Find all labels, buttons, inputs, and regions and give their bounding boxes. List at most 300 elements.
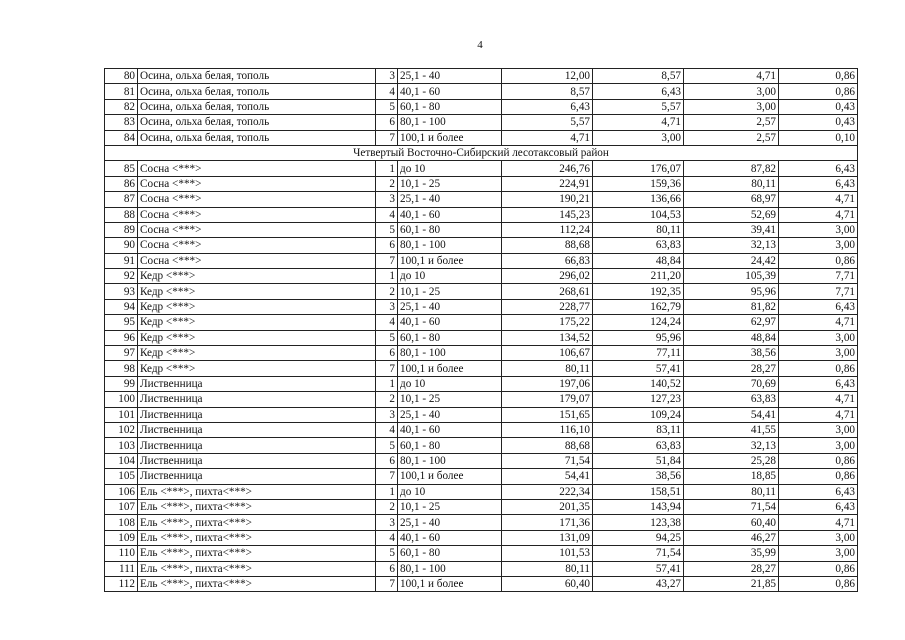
row-number-cell: 95 (105, 315, 138, 330)
rate-value-4-cell: 4,71 (779, 515, 858, 530)
rate-value-2-cell: 94,25 (593, 530, 684, 545)
rate-value-3-cell: 21,85 (684, 576, 779, 591)
rate-value-3-cell: 18,85 (684, 469, 779, 484)
species-name-cell: Сосна <***> (138, 207, 376, 222)
rate-value-1-cell: 296,02 (502, 269, 593, 284)
species-name-cell: Ель <***>, пихта<***> (138, 576, 376, 591)
rate-value-3-cell: 25,28 (684, 453, 779, 468)
table-row (105, 546, 858, 561)
diameter-range-cell: 100,1 и более (398, 130, 502, 145)
rate-value-3-cell: 28,27 (684, 561, 779, 576)
rate-value-2-cell: 192,35 (593, 284, 684, 299)
rate-value-4-cell: 6,43 (779, 376, 858, 391)
rate-value-1-cell: 6,43 (502, 99, 593, 114)
rate-value-1-cell: 246,76 (502, 161, 593, 176)
rate-value-4-cell: 3,00 (779, 222, 858, 237)
rate-value-1-cell: 145,23 (502, 207, 593, 222)
class-number-cell: 7 (376, 469, 398, 484)
rate-value-2-cell: 95,96 (593, 330, 684, 345)
table-row (105, 530, 858, 545)
rate-value-4-cell: 0,86 (779, 69, 858, 84)
diameter-range-cell: до 10 (398, 484, 502, 499)
rate-value-1-cell: 197,06 (502, 376, 593, 391)
class-number-cell: 4 (376, 315, 398, 330)
table-row (105, 130, 858, 145)
diameter-range-cell: 100,1 и более (398, 469, 502, 484)
rate-value-2-cell: 57,41 (593, 561, 684, 576)
rate-value-3-cell: 32,13 (684, 438, 779, 453)
rate-value-1-cell: 8,57 (502, 84, 593, 99)
page-number: 4 (477, 39, 483, 51)
region-header-row (105, 145, 858, 160)
class-number-cell: 3 (376, 69, 398, 84)
rate-value-3-cell: 39,41 (684, 222, 779, 237)
species-name-cell: Осина, ольха белая, тополь (138, 69, 376, 84)
rate-value-2-cell: 109,24 (593, 407, 684, 422)
rate-value-2-cell: 158,51 (593, 484, 684, 499)
diameter-range-cell: до 10 (398, 269, 502, 284)
rate-value-4-cell: 6,43 (779, 299, 858, 314)
table-row (105, 330, 858, 345)
class-number-cell: 3 (376, 515, 398, 530)
rate-value-3-cell: 24,42 (684, 253, 779, 268)
rate-value-1-cell: 228,77 (502, 299, 593, 314)
row-number-cell: 87 (105, 192, 138, 207)
rate-value-1-cell: 101,53 (502, 546, 593, 561)
rate-value-1-cell: 4,71 (502, 130, 593, 145)
class-number-cell: 4 (376, 530, 398, 545)
diameter-range-cell: 80,1 - 100 (398, 453, 502, 468)
diameter-range-cell: 25,1 - 40 (398, 69, 502, 84)
rate-value-4-cell: 0,43 (779, 115, 858, 130)
table-row (105, 453, 858, 468)
rate-value-3-cell: 87,82 (684, 161, 779, 176)
species-name-cell: Лиственница (138, 376, 376, 391)
rate-value-2-cell: 211,20 (593, 269, 684, 284)
class-number-cell: 3 (376, 407, 398, 422)
diameter-range-cell: до 10 (398, 161, 502, 176)
species-name-cell: Осина, ольха белая, тополь (138, 115, 376, 130)
rate-value-2-cell: 140,52 (593, 376, 684, 391)
rate-value-2-cell: 4,71 (593, 115, 684, 130)
rate-value-3-cell: 105,39 (684, 269, 779, 284)
rate-value-1-cell: 224,91 (502, 176, 593, 191)
rate-value-1-cell: 88,68 (502, 238, 593, 253)
rate-value-2-cell: 8,57 (593, 69, 684, 84)
diameter-range-cell: 100,1 и более (398, 361, 502, 376)
row-number-cell: 98 (105, 361, 138, 376)
species-name-cell: Ель <***>, пихта<***> (138, 546, 376, 561)
table-row (105, 176, 858, 191)
rate-value-3-cell: 46,27 (684, 530, 779, 545)
rate-value-1-cell: 116,10 (502, 422, 593, 437)
rate-value-1-cell: 12,00 (502, 69, 593, 84)
class-number-cell: 1 (376, 484, 398, 499)
diameter-range-cell: 60,1 - 80 (398, 438, 502, 453)
species-name-cell: Сосна <***> (138, 192, 376, 207)
rate-value-3-cell: 3,00 (684, 99, 779, 114)
row-number-cell: 106 (105, 484, 138, 499)
rates-table (104, 68, 858, 592)
rate-value-1-cell: 151,65 (502, 407, 593, 422)
rate-value-1-cell: 66,83 (502, 253, 593, 268)
class-number-cell: 4 (376, 422, 398, 437)
species-name-cell: Сосна <***> (138, 253, 376, 268)
rate-value-1-cell: 88,68 (502, 438, 593, 453)
table-row (105, 376, 858, 391)
class-number-cell: 2 (376, 392, 398, 407)
rate-value-3-cell: 2,57 (684, 130, 779, 145)
class-number-cell: 3 (376, 192, 398, 207)
rate-value-2-cell: 143,94 (593, 499, 684, 514)
table-row (105, 438, 858, 453)
class-number-cell: 3 (376, 299, 398, 314)
species-name-cell: Лиственница (138, 469, 376, 484)
row-number-cell: 91 (105, 253, 138, 268)
diameter-range-cell: 25,1 - 40 (398, 299, 502, 314)
table-row (105, 392, 858, 407)
species-name-cell: Сосна <***> (138, 161, 376, 176)
table-row (105, 361, 858, 376)
rate-value-3-cell: 48,84 (684, 330, 779, 345)
rate-value-4-cell: 0,86 (779, 561, 858, 576)
rate-value-2-cell: 3,00 (593, 130, 684, 145)
rate-value-1-cell: 222,34 (502, 484, 593, 499)
rate-value-1-cell: 131,09 (502, 530, 593, 545)
rate-value-4-cell: 0,43 (779, 99, 858, 114)
rate-value-4-cell: 7,71 (779, 284, 858, 299)
rate-value-3-cell: 2,57 (684, 115, 779, 130)
class-number-cell: 4 (376, 84, 398, 99)
species-name-cell: Кедр <***> (138, 315, 376, 330)
row-number-cell: 110 (105, 546, 138, 561)
table-row (105, 422, 858, 437)
row-number-cell: 90 (105, 238, 138, 253)
species-name-cell: Сосна <***> (138, 222, 376, 237)
species-name-cell: Осина, ольха белая, тополь (138, 84, 376, 99)
rate-value-4-cell: 4,71 (779, 315, 858, 330)
rate-value-4-cell: 0,86 (779, 84, 858, 99)
rate-value-4-cell: 3,00 (779, 422, 858, 437)
rate-value-3-cell: 52,69 (684, 207, 779, 222)
row-number-cell: 112 (105, 576, 138, 591)
rate-value-1-cell: 112,24 (502, 222, 593, 237)
species-name-cell: Ель <***>, пихта<***> (138, 499, 376, 514)
class-number-cell: 1 (376, 376, 398, 391)
row-number-cell: 101 (105, 407, 138, 422)
table-row (105, 515, 858, 530)
class-number-cell: 6 (376, 115, 398, 130)
species-name-cell: Лиственница (138, 407, 376, 422)
diameter-range-cell: 25,1 - 40 (398, 515, 502, 530)
rate-value-4-cell: 4,71 (779, 392, 858, 407)
table-section-before (105, 69, 858, 146)
rate-value-2-cell: 71,54 (593, 546, 684, 561)
rate-value-3-cell: 41,55 (684, 422, 779, 437)
rate-value-4-cell: 6,43 (779, 176, 858, 191)
row-number-cell: 92 (105, 269, 138, 284)
table-row (105, 299, 858, 314)
rate-value-4-cell: 0,86 (779, 453, 858, 468)
row-number-cell: 104 (105, 453, 138, 468)
rate-value-2-cell: 127,23 (593, 392, 684, 407)
rate-value-2-cell: 80,11 (593, 222, 684, 237)
class-number-cell: 7 (376, 576, 398, 591)
table-row (105, 115, 858, 130)
rate-value-2-cell: 77,11 (593, 346, 684, 361)
row-number-cell: 81 (105, 84, 138, 99)
species-name-cell: Кедр <***> (138, 284, 376, 299)
species-name-cell: Кедр <***> (138, 330, 376, 345)
rate-value-3-cell: 4,71 (684, 69, 779, 84)
species-name-cell: Лиственница (138, 392, 376, 407)
species-name-cell: Лиственница (138, 422, 376, 437)
diameter-range-cell: 10,1 - 25 (398, 284, 502, 299)
species-name-cell: Сосна <***> (138, 176, 376, 191)
species-name-cell: Ель <***>, пихта<***> (138, 561, 376, 576)
class-number-cell: 2 (376, 499, 398, 514)
row-number-cell: 100 (105, 392, 138, 407)
rate-value-1-cell: 190,21 (502, 192, 593, 207)
rate-value-4-cell: 0,86 (779, 361, 858, 376)
row-number-cell: 83 (105, 115, 138, 130)
rate-value-3-cell: 71,54 (684, 499, 779, 514)
rate-value-2-cell: 83,11 (593, 422, 684, 437)
rate-value-2-cell: 6,43 (593, 84, 684, 99)
table-row (105, 269, 858, 284)
class-number-cell: 7 (376, 253, 398, 268)
species-name-cell: Кедр <***> (138, 361, 376, 376)
diameter-range-cell: 25,1 - 40 (398, 192, 502, 207)
rate-value-2-cell: 48,84 (593, 253, 684, 268)
rate-value-4-cell: 3,00 (779, 346, 858, 361)
rate-value-4-cell: 6,43 (779, 161, 858, 176)
rate-value-2-cell: 124,24 (593, 315, 684, 330)
rate-value-3-cell: 81,82 (684, 299, 779, 314)
row-number-cell: 85 (105, 161, 138, 176)
rate-value-4-cell: 0,86 (779, 253, 858, 268)
rate-value-1-cell: 5,57 (502, 115, 593, 130)
row-number-cell: 111 (105, 561, 138, 576)
table-row (105, 284, 858, 299)
species-name-cell: Лиственница (138, 453, 376, 468)
row-number-cell: 103 (105, 438, 138, 453)
rate-value-1-cell: 175,22 (502, 315, 593, 330)
diameter-range-cell: 60,1 - 80 (398, 330, 502, 345)
rate-value-4-cell: 4,71 (779, 192, 858, 207)
diameter-range-cell: 40,1 - 60 (398, 530, 502, 545)
table-row (105, 99, 858, 114)
rate-value-1-cell: 268,61 (502, 284, 593, 299)
species-name-cell: Кедр <***> (138, 269, 376, 284)
diameter-range-cell: 80,1 - 100 (398, 115, 502, 130)
class-number-cell: 5 (376, 330, 398, 345)
rate-value-4-cell: 3,00 (779, 530, 858, 545)
class-number-cell: 6 (376, 346, 398, 361)
table-row (105, 238, 858, 253)
diameter-range-cell: 25,1 - 40 (398, 407, 502, 422)
rate-value-3-cell: 70,69 (684, 376, 779, 391)
rate-value-3-cell: 63,83 (684, 392, 779, 407)
species-name-cell: Ель <***>, пихта<***> (138, 515, 376, 530)
class-number-cell: 7 (376, 130, 398, 145)
rate-value-3-cell: 54,41 (684, 407, 779, 422)
row-number-cell: 97 (105, 346, 138, 361)
rate-value-2-cell: 136,66 (593, 192, 684, 207)
class-number-cell: 2 (376, 284, 398, 299)
species-name-cell: Осина, ольха белая, тополь (138, 130, 376, 145)
rate-value-1-cell: 134,52 (502, 330, 593, 345)
table-row (105, 161, 858, 176)
rate-value-4-cell: 3,00 (779, 546, 858, 561)
class-number-cell: 5 (376, 546, 398, 561)
rate-value-2-cell: 57,41 (593, 361, 684, 376)
table-row (105, 207, 858, 222)
rate-value-1-cell: 80,11 (502, 361, 593, 376)
rate-value-3-cell: 68,97 (684, 192, 779, 207)
rate-value-1-cell: 60,40 (502, 576, 593, 591)
rate-value-4-cell: 0,10 (779, 130, 858, 145)
species-name-cell: Кедр <***> (138, 346, 376, 361)
table-section-region (105, 145, 858, 160)
rate-value-4-cell: 4,71 (779, 207, 858, 222)
rate-value-2-cell: 5,57 (593, 99, 684, 114)
diameter-range-cell: 60,1 - 80 (398, 99, 502, 114)
row-number-cell: 107 (105, 499, 138, 514)
rate-value-2-cell: 123,38 (593, 515, 684, 530)
diameter-range-cell: 60,1 - 80 (398, 546, 502, 561)
class-number-cell: 5 (376, 438, 398, 453)
rate-value-3-cell: 35,99 (684, 546, 779, 561)
rate-value-1-cell: 54,41 (502, 469, 593, 484)
table-row (105, 253, 858, 268)
species-name-cell: Ель <***>, пихта<***> (138, 530, 376, 545)
class-number-cell: 1 (376, 269, 398, 284)
species-name-cell: Кедр <***> (138, 299, 376, 314)
rate-value-4-cell: 3,00 (779, 330, 858, 345)
rate-value-3-cell: 38,56 (684, 346, 779, 361)
class-number-cell: 1 (376, 161, 398, 176)
row-number-cell: 105 (105, 469, 138, 484)
row-number-cell: 102 (105, 422, 138, 437)
rate-value-1-cell: 171,36 (502, 515, 593, 530)
rate-value-4-cell: 4,71 (779, 407, 858, 422)
row-number-cell: 88 (105, 207, 138, 222)
rate-value-2-cell: 104,53 (593, 207, 684, 222)
rate-value-4-cell: 0,86 (779, 576, 858, 591)
diameter-range-cell: до 10 (398, 376, 502, 391)
rate-value-4-cell: 3,00 (779, 438, 858, 453)
table-row (105, 346, 858, 361)
diameter-range-cell: 80,1 - 100 (398, 346, 502, 361)
table-row (105, 499, 858, 514)
rate-value-2-cell: 63,83 (593, 438, 684, 453)
rate-value-2-cell: 63,83 (593, 238, 684, 253)
rate-value-4-cell: 6,43 (779, 484, 858, 499)
rate-value-2-cell: 43,27 (593, 576, 684, 591)
rate-value-1-cell: 106,67 (502, 346, 593, 361)
table-row (105, 407, 858, 422)
table-row (105, 315, 858, 330)
diameter-range-cell: 80,1 - 100 (398, 238, 502, 253)
rate-value-3-cell: 3,00 (684, 84, 779, 99)
diameter-range-cell: 10,1 - 25 (398, 392, 502, 407)
species-name-cell: Лиственница (138, 438, 376, 453)
class-number-cell: 2 (376, 176, 398, 191)
row-number-cell: 89 (105, 222, 138, 237)
row-number-cell: 96 (105, 330, 138, 345)
table-row (105, 222, 858, 237)
rate-value-4-cell: 3,00 (779, 238, 858, 253)
row-number-cell: 108 (105, 515, 138, 530)
species-name-cell: Ель <***>, пихта<***> (138, 484, 376, 499)
table-row (105, 576, 858, 591)
row-number-cell: 99 (105, 376, 138, 391)
diameter-range-cell: 80,1 - 100 (398, 561, 502, 576)
rate-value-1-cell: 71,54 (502, 453, 593, 468)
table-section-after (105, 161, 858, 592)
rate-value-1-cell: 80,11 (502, 561, 593, 576)
rate-value-4-cell: 7,71 (779, 269, 858, 284)
rate-value-2-cell: 38,56 (593, 469, 684, 484)
table-row (105, 84, 858, 99)
diameter-range-cell: 10,1 - 25 (398, 499, 502, 514)
rate-value-3-cell: 32,13 (684, 238, 779, 253)
diameter-range-cell: 40,1 - 60 (398, 207, 502, 222)
diameter-range-cell: 40,1 - 60 (398, 315, 502, 330)
rate-value-4-cell: 0,86 (779, 469, 858, 484)
species-name-cell: Сосна <***> (138, 238, 376, 253)
rate-value-2-cell: 51,84 (593, 453, 684, 468)
class-number-cell: 5 (376, 222, 398, 237)
row-number-cell: 93 (105, 284, 138, 299)
rate-value-3-cell: 28,27 (684, 361, 779, 376)
diameter-range-cell: 60,1 - 80 (398, 222, 502, 237)
diameter-range-cell: 100,1 и более (398, 253, 502, 268)
row-number-cell: 84 (105, 130, 138, 145)
rate-value-3-cell: 80,11 (684, 484, 779, 499)
table-row (105, 561, 858, 576)
row-number-cell: 94 (105, 299, 138, 314)
diameter-range-cell: 100,1 и более (398, 576, 502, 591)
diameter-range-cell: 40,1 - 60 (398, 422, 502, 437)
table-row (105, 484, 858, 499)
row-number-cell: 82 (105, 99, 138, 114)
row-number-cell: 80 (105, 69, 138, 84)
class-number-cell: 5 (376, 99, 398, 114)
rate-value-4-cell: 6,43 (779, 499, 858, 514)
rate-value-3-cell: 95,96 (684, 284, 779, 299)
diameter-range-cell: 40,1 - 60 (398, 84, 502, 99)
class-number-cell: 6 (376, 453, 398, 468)
rate-value-2-cell: 176,07 (593, 161, 684, 176)
row-number-cell: 109 (105, 530, 138, 545)
class-number-cell: 7 (376, 361, 398, 376)
rate-value-3-cell: 60,40 (684, 515, 779, 530)
rate-value-3-cell: 62,97 (684, 315, 779, 330)
diameter-range-cell: 10,1 - 25 (398, 176, 502, 191)
region-title: Четвертый Восточно-Сибирский лесотаксовый район (105, 145, 858, 160)
class-number-cell: 4 (376, 207, 398, 222)
class-number-cell: 6 (376, 238, 398, 253)
rate-value-3-cell: 80,11 (684, 176, 779, 191)
rate-value-2-cell: 162,79 (593, 299, 684, 314)
rate-value-1-cell: 179,07 (502, 392, 593, 407)
row-number-cell: 86 (105, 176, 138, 191)
table-row (105, 469, 858, 484)
rate-value-2-cell: 159,36 (593, 176, 684, 191)
class-number-cell: 6 (376, 561, 398, 576)
